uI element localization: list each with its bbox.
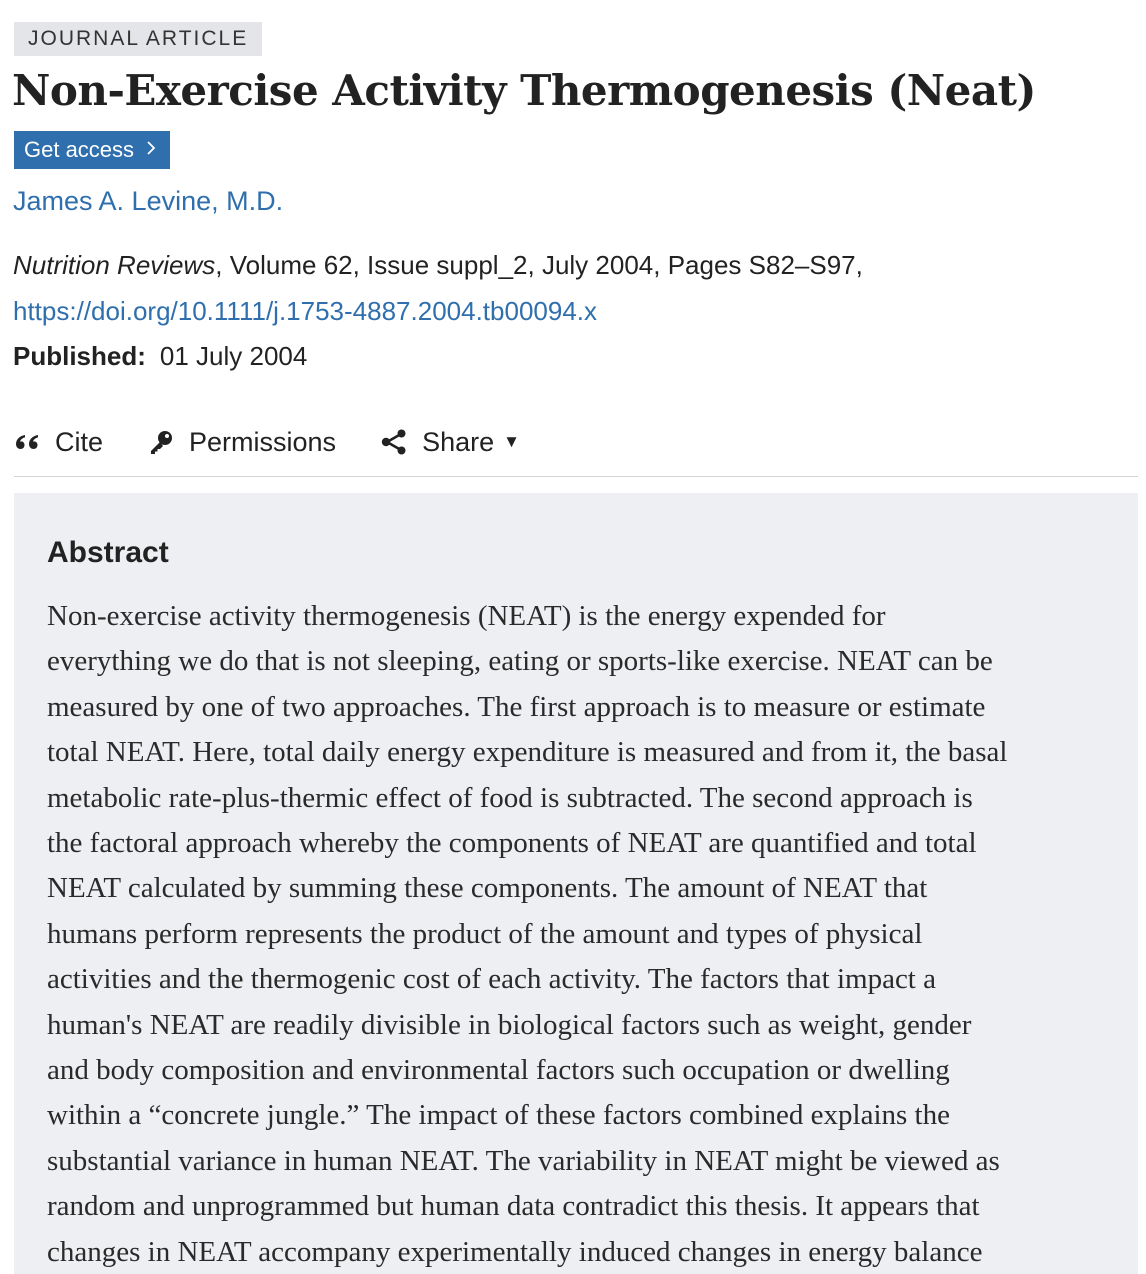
article-toolbar [13,420,564,464]
permissions-button[interactable] [147,427,336,458]
abstract-line: and body composition and environmental factors such occupation or dwelling [47,1054,950,1087]
abstract-line: changes in NEAT accompany experimentally induced changes in energy balance [47,1235,983,1268]
get-access-label: Get access [24,137,135,162]
cite-label: Cite [55,426,104,457]
published-date: 01 July 2004 [159,341,308,371]
abstract-line: everything we do that is not sleeping, eating or sports-like exercise. NEAT can be [47,645,993,678]
cite-button[interactable] [13,427,103,458]
abstract-line: total NEAT. Here, total daily energy expenditure is measured and from it, the basal [47,736,1008,769]
quote-icon [13,431,41,453]
abstract-line: activities and the thermogenic cost of each activity. The factors that impact a [47,963,936,996]
abstract-section [14,493,1138,1274]
permissions-label: Permissions [189,426,337,457]
get-access-button[interactable] [14,131,170,169]
abstract-line: within a “concrete jungle.” The impact of these factors combined explains the [47,1099,950,1132]
doi-link[interactable]: https://doi.org/10.1111/j.1753-4887.2004.tb00094.x [13,296,598,326]
abstract-line: random and unprogrammed but human data contradict this thesis. It appears that [47,1190,980,1223]
published-line [13,337,307,375]
caret-down-icon: ▼ [503,432,520,451]
abstract-heading: Abstract [47,536,169,569]
author-link[interactable]: James A. Levine, M.D. [13,186,284,216]
journal-name: Nutrition Reviews [13,250,216,280]
toolbar-divider [14,476,1138,477]
share-label: Share [422,426,495,457]
published-label: Published: [13,341,146,371]
abstract-line: NEAT calculated by summing these components. The amount of NEAT that [47,872,928,905]
share-button[interactable] [380,427,520,458]
abstract-text [47,594,1117,1274]
share-icon [380,428,408,456]
citation-line [13,246,863,284]
abstract-line: Non-exercise activity thermogenesis (NEAT) is the energy expended for [47,600,886,632]
key-icon [147,428,175,456]
abstract-line: the factoral approach whereby the components of NEAT are quantified and total [47,827,977,860]
abstract-line: humans perform represents the product of the amount and types of physical [47,917,923,950]
abstract-line: metabolic rate-plus-thermic effect of food is subtracted. The second approach is [47,781,973,814]
abstract-line: substantial variance in human NEAT. The variability in NEAT might be viewed as [47,1144,1000,1177]
abstract-line: human's NEAT are readily divisible in biological factors such as weight, gender [47,1008,972,1041]
citation-details: , Volume 62, Issue suppl_2, July 2004, Pages S82–S97, [215,250,863,280]
chevron-right-icon [146,131,156,169]
article-type-tag: JOURNAL ARTICLE [14,22,262,56]
article-title: Non-Exercise Activity Thermogenesis (Neat) [12,66,1036,115]
abstract-line: measured by one of two approaches. The first approach is to measure or estimate [47,690,986,723]
